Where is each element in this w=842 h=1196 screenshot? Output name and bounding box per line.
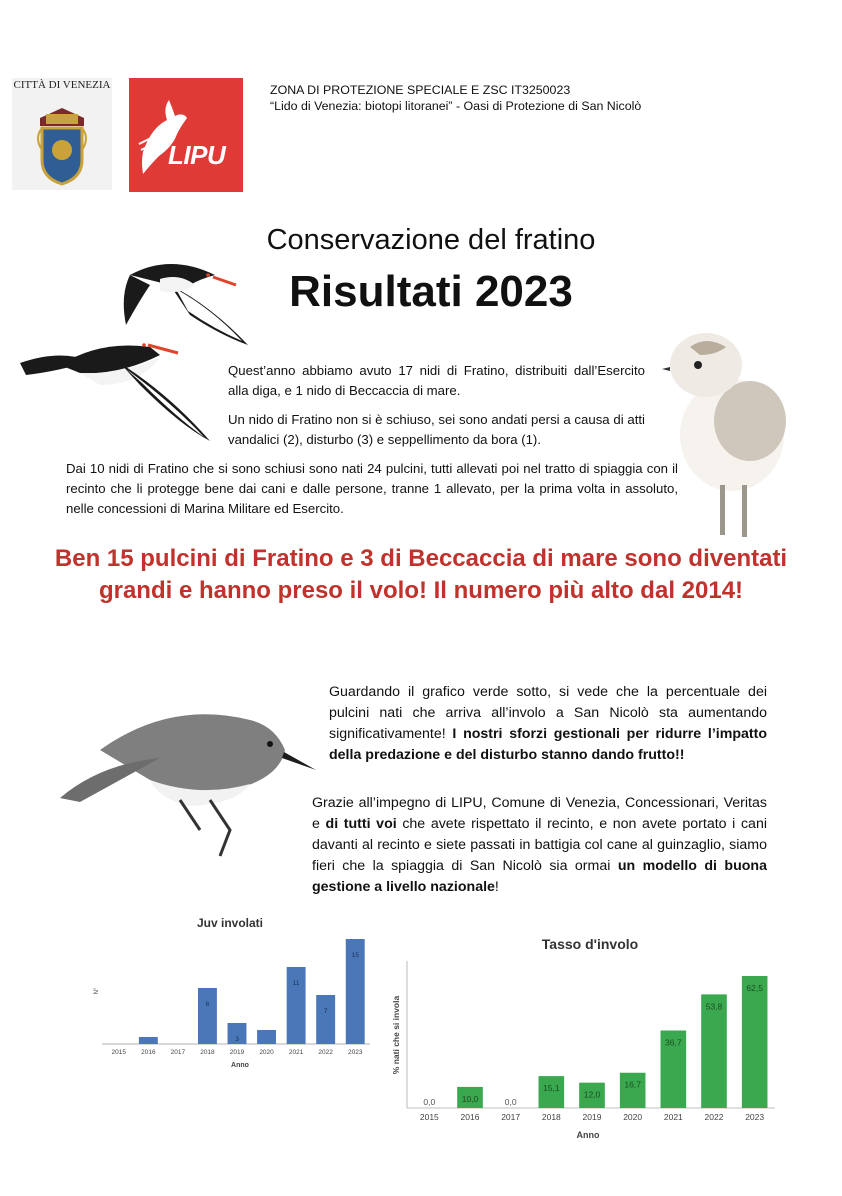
intro-paragraph-2: Un nido di Fratino non si è schiuso, sei sono andati persi a causa di atti vandalici (2), disturbo (3) e seppellimento da bora (1). [228, 412, 645, 447]
juv-involati-chart [80, 905, 380, 1080]
x-tick-label: 2016 [141, 1049, 156, 1056]
intro-paragraph-3: Dai 10 nidi di Fratino che si sono schiusi sono nati 24 pulcini, tutti allevati poi nel tratto di spiaggia con il recinto che li protegge bene dai cani e dalle persone, tranne 1 allevato, per la prima volta in assoluto, nelle concessioni di Marina Militare ed Esercito. [66, 461, 678, 516]
data-label: 15,1 [543, 1083, 560, 1094]
bar-2022 [701, 994, 727, 1108]
y-axis-label: % nati che si invola [391, 995, 401, 1075]
data-label: 0,0 [504, 1097, 517, 1107]
x-tick-label: 2017 [170, 1049, 186, 1056]
x-tick-label: 2016 [460, 1112, 480, 1122]
tasso-involo-chart [385, 925, 785, 1145]
bar-2016 [139, 1037, 158, 1044]
page-title: Risultati 2023 [289, 267, 573, 316]
x-axis-label: Anno [576, 1130, 600, 1140]
hoopoe-icon [129, 78, 243, 192]
bar-2018 [198, 988, 217, 1044]
chart-title: Tasso d'involo [541, 936, 639, 952]
data-label: 16,7 [624, 1079, 641, 1090]
lipu-logo [129, 78, 243, 192]
body-paragraph-2-text-c: ! [494, 879, 499, 895]
oystercatcher-lower-icon [20, 343, 210, 441]
bar-2023 [742, 976, 768, 1108]
x-axis-label: Anno [231, 1062, 249, 1069]
zone-line: ZONA DI PROTEZIONE SPECIALE E ZSC IT3250023 [270, 83, 571, 97]
x-tick-label: 2020 [623, 1112, 643, 1122]
x-tick-label: 2019 [582, 1112, 602, 1122]
lipu-logo-text: LIPU [168, 140, 226, 170]
bar-2020 [257, 1030, 276, 1044]
headline: Ben 15 pulcini di Fratino e 3 di Beccaccia di mare sono diventati grandi e hanno preso il volo! Il numero più alto dal 2014! [54, 545, 788, 604]
plover-chick-illustration [660, 325, 842, 545]
body-paragraph-2 [312, 793, 767, 898]
x-tick-label: 2021 [663, 1112, 683, 1122]
data-label: 3 [235, 1036, 239, 1043]
data-label: 10,0 [461, 1093, 479, 1104]
x-tick-label: 2022 [318, 1049, 333, 1056]
data-label: 15 [351, 952, 359, 959]
data-label: 53,8 [705, 1001, 723, 1012]
x-tick-label: 2023 [745, 1112, 765, 1122]
x-tick-label: 2020 [259, 1049, 274, 1056]
body-paragraph-2-bold-b: un modello di buona gestione a livello nazionale [312, 858, 767, 895]
body-paragraph-1-bold: I nostri sforzi gestionali per ridurre l’impatto della predazione e del disturbo stanno dando frutto!! [329, 726, 767, 763]
body-paragraph-2-text-a: Grazie all’impegno di LIPU, Comune di Venezia, Concessionari, Veritas e [312, 795, 767, 832]
y-axis-label: N° [94, 987, 100, 995]
body-paragraph-1 [329, 682, 767, 766]
x-tick-label: 2018 [200, 1049, 215, 1056]
bar-2022 [316, 995, 335, 1044]
x-tick-label: 2023 [347, 1049, 363, 1056]
chart-title: Juv involati [196, 916, 264, 930]
x-tick-label: 2017 [501, 1112, 521, 1122]
data-label: 36,7 [665, 1037, 682, 1048]
site-line: “Lido di Venezia: biotopi litoranei” - Oasi di Protezione di San Nicolò [270, 99, 642, 113]
sanderling-illustration [60, 680, 325, 865]
body-paragraph-1-text: Guardando il grafico verde sotto, si vede che la percentuale dei pulcini nati che arriva all’involo a San Nicolò sta aumentando significativamente! [329, 684, 767, 742]
citta-di-venezia-logo [12, 78, 112, 190]
x-tick-label: 2015 [111, 1049, 127, 1056]
intro-paragraph-1: Quest’anno abbiamo avuto 17 nidi di Fratino, distribuiti dall’Esercito alla diga, e 1 nido di Beccaccia di mare. [228, 363, 645, 398]
body-paragraph-2-bold-a: di tutti voi [325, 816, 397, 832]
data-label: 11 [292, 980, 300, 987]
data-label: 12,0 [583, 1089, 601, 1100]
venezia-crest-icon [12, 78, 112, 190]
data-label: 0,0 [423, 1097, 436, 1107]
x-tick-label: 2018 [541, 1112, 561, 1122]
header-text [270, 82, 641, 114]
data-label: 7 [323, 1008, 328, 1015]
x-tick-label: 2019 [229, 1049, 245, 1056]
bar-2021 [287, 967, 306, 1044]
data-label: 62,5 [746, 983, 763, 993]
x-tick-label: 2021 [288, 1049, 304, 1056]
bar-2020 [620, 1073, 646, 1108]
x-tick-label: 2022 [704, 1112, 724, 1122]
data-label: 8 [205, 1001, 210, 1008]
x-tick-label: 2015 [419, 1112, 439, 1122]
venezia-logo-text: CITTÀ DI VENEZIA [13, 79, 111, 91]
subtitle: Conservazione del fratino [266, 224, 596, 256]
body-paragraph-2-text-b: che avete rispettato il recinto, e non avete portato i cani davanti al recinto e siete passati in battigia col cane al guinzaglio, siamo fieri che la spiaggia di San Nicolò sia ormai [312, 816, 767, 874]
